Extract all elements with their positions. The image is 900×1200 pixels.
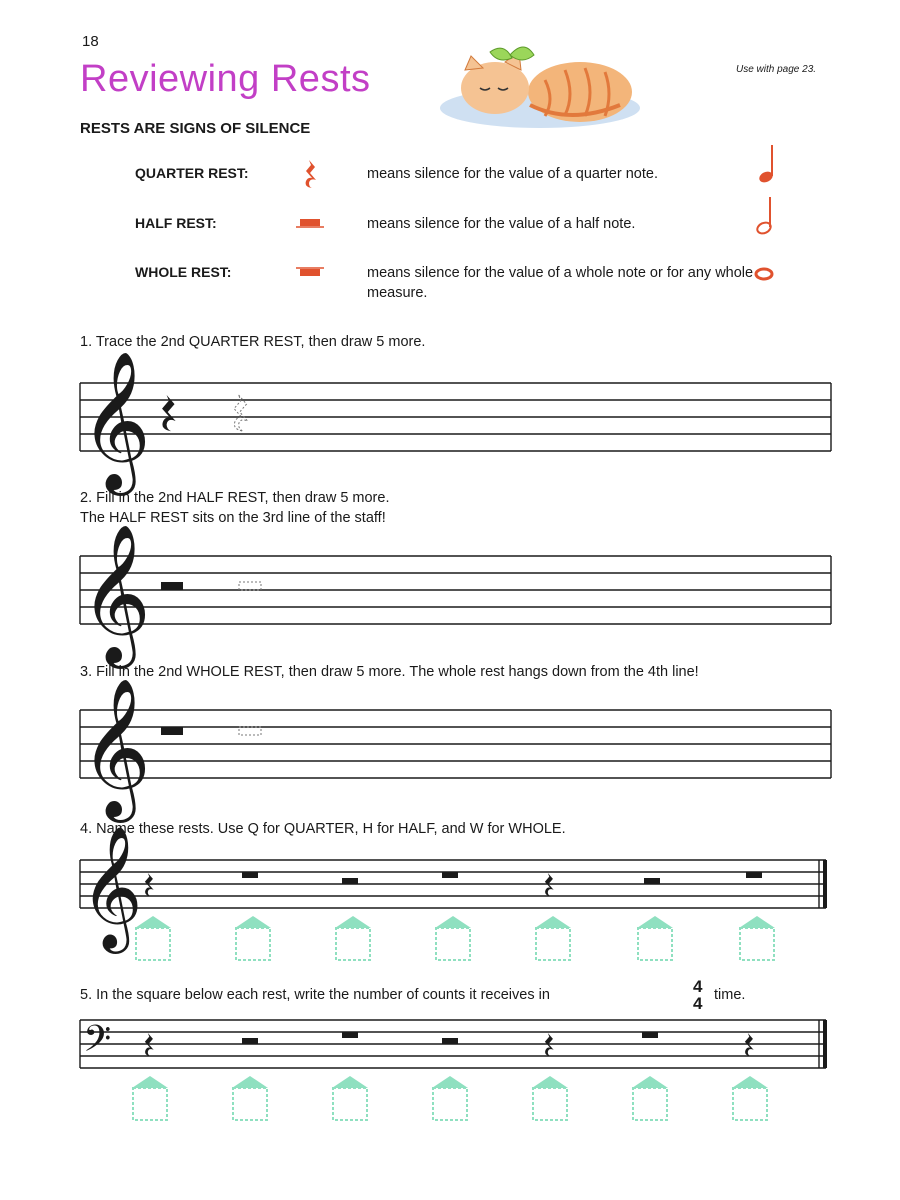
answer-box-4-6-roof [637,916,673,928]
answer-box-5-2 [233,1088,267,1120]
answer-box-5-1-roof [132,1076,168,1088]
staff-4-rest-5-quarter [545,873,554,896]
answer-box-4-2-roof [235,916,271,928]
staff-5-rest-4-half [442,1038,458,1044]
time-signature-top: 4 [693,977,703,996]
staff-4-final-thick-bar [823,860,827,908]
staff-3-whole-rest [161,727,183,735]
staff-5-rest-7-quarter [745,1033,754,1056]
answer-box-5-4-roof [432,1076,468,1088]
half-rest-label: HALF REST: [135,215,217,231]
staff-5-rest-6-whole [642,1032,658,1038]
staff-5-rest-2-half [242,1038,258,1044]
staff-4-rest-6-half [644,878,660,884]
answer-box-4-2 [236,928,270,960]
answer-box-4-7 [740,928,774,960]
section-subtitle: RESTS ARE SIGNS OF SILENCE [80,120,311,137]
staff-5-bass-clef: 𝄢 [83,1018,112,1069]
answer-box-5-6 [633,1088,667,1120]
question-4-text: 4. Name these rests. Use Q for QUARTER, H for HALF, and W for WHOLE. [80,821,566,837]
staff-4-rest-4-whole [442,872,458,878]
staff-2-half-rest [161,582,183,590]
staff-5-rest-3-whole [342,1032,358,1038]
answer-box-4-7-roof [739,916,775,928]
staff-4-rest-2-whole [242,872,258,878]
use-with-note: Use with page 23. [736,64,817,75]
question-1-text: 1. Trace the 2nd QUARTER REST, then draw 5 more. [80,334,426,350]
answer-box-5-2-roof [232,1076,268,1088]
question-5-text-after: time. [714,987,746,1003]
answer-box-4-5-roof [535,916,571,928]
whole-rest-label: WHOLE REST: [135,264,232,280]
whole-rest-description: means silence for the value of a whole note or for any whole measure. [367,265,754,301]
staff-2-fill-half-rest [239,582,261,590]
page-number: 18 [82,33,99,50]
time-signature-bottom: 4 [693,994,703,1013]
answer-box-5-5-roof [532,1076,568,1088]
answer-box-5-1 [133,1088,167,1120]
staff-4-rest-1-quarter [145,873,154,896]
quarter-rest-label: QUARTER REST: [135,165,249,181]
answer-box-4-3-roof [335,916,371,928]
answer-box-4-4 [436,928,470,960]
staff-4-rest-3-half [342,878,358,884]
page-title: Reviewing Rests [80,58,371,100]
answer-box-5-4 [433,1088,467,1120]
answer-box-4-6 [638,928,672,960]
quarter-rest-description: means silence for the value of a quarter note. [367,166,658,182]
question-3-text: 3. Fill in the 2nd WHOLE REST, then draw 5 more. The whole rest hangs down from the 4th line! [80,664,699,680]
answer-box-5-5 [533,1088,567,1120]
answer-box-4-5 [536,928,570,960]
question-2-text: 2. Fill in the 2nd HALF REST, then draw 5 more. [80,490,390,506]
staff-5-rest-5-quarter [545,1033,554,1056]
answer-box-5-3 [333,1088,367,1120]
answer-box-5-7-roof [732,1076,768,1088]
staff-1-treble-clef: 𝄞 [80,351,151,490]
staff-3-fill-whole-rest [239,727,261,735]
staff-4-treble-clef: 𝄞 [80,824,143,948]
answer-box-4-4-roof [435,916,471,928]
staff-5-final-thick-bar [823,1020,827,1068]
question-5-text: 5. In the square below each rest, write the number of counts it receives in [80,987,550,1003]
answer-box-5-6-roof [632,1076,668,1088]
half-rest-description: means silence for the value of a half note. [367,216,636,232]
staff-4-rest-7-whole [746,872,762,878]
answer-box-5-3-roof [332,1076,368,1088]
staff-5-rest-1-quarter [145,1033,154,1056]
question-2-line2: The HALF REST sits on the 3rd line of the staff! [80,510,386,526]
answer-box-4-3 [336,928,370,960]
answer-box-5-7 [733,1088,767,1120]
staff-2-treble-clef: 𝄞 [80,524,151,663]
staff-3-treble-clef: 𝄞 [80,678,151,817]
